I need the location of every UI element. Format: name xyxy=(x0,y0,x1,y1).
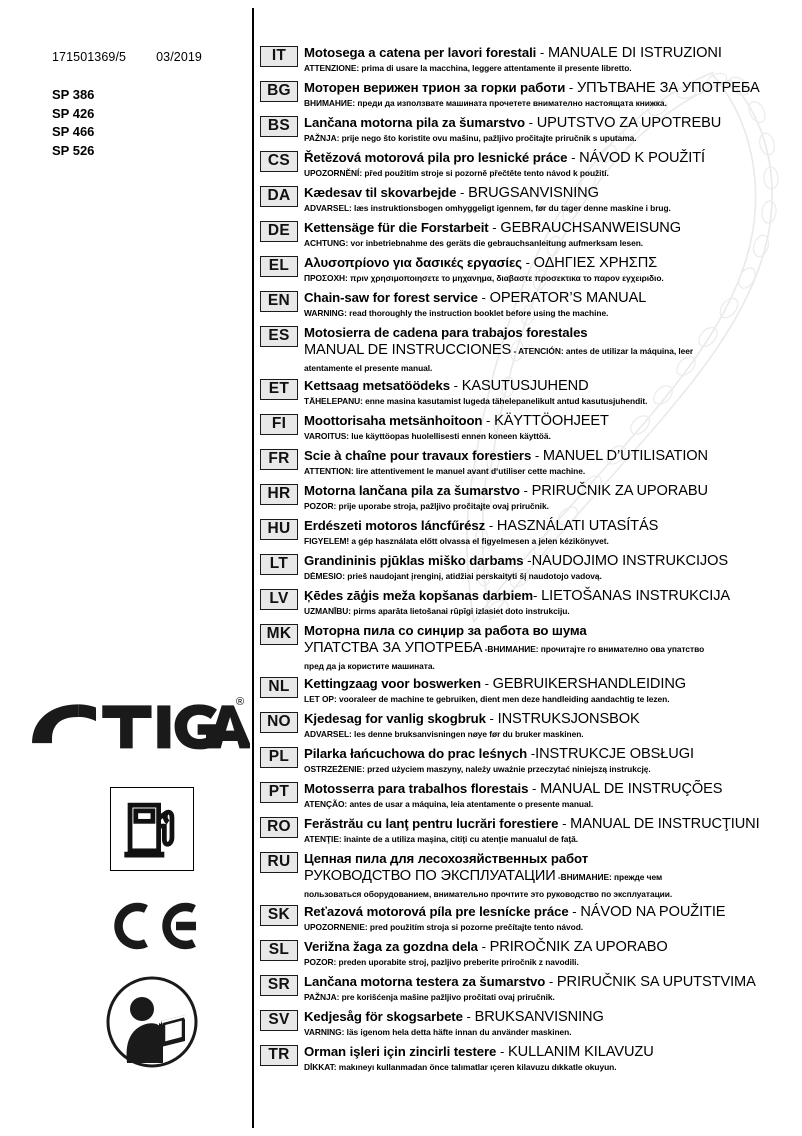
language-row xyxy=(260,289,796,324)
warning-text: ATENŢIE: înainte de a utiliza maşina, citiţi cu atenţie manualul de faţă. xyxy=(304,834,579,844)
language-code-badge[interactable]: PT xyxy=(260,782,298,803)
language-row xyxy=(260,903,796,938)
warning-text: ΠΡΟΣΟΧΗ: πριν χρησιμοποιησετε το μηχανημα, διαβαστε προσεκτικα το παρον εγχειριδιο. xyxy=(304,273,664,283)
title-separator: - xyxy=(488,220,501,235)
language-code-badge[interactable]: SV xyxy=(260,1010,298,1031)
language-code-badge[interactable]: EN xyxy=(260,291,298,312)
language-row xyxy=(260,412,796,447)
warning-text: ATTENTION: lire attentivement le manuel avant d‘utiliser cette machine. xyxy=(304,466,586,476)
language-code-badge[interactable]: NO xyxy=(260,712,298,733)
title-separator: - xyxy=(485,711,498,726)
warning-text: UPOZORNĚNÍ: před použitím stroje si pozorně přečtěte tento návod k použití. xyxy=(304,168,609,178)
language-row xyxy=(260,482,796,517)
title-separator: - xyxy=(568,904,581,919)
warning-text: ATTENZIONE: prima di usare la macchina, leggere attentamente il presente libretto. xyxy=(304,63,632,73)
title-separator: - xyxy=(527,746,536,761)
warning-text: PAŽNJA: pre korišćenja mašine pažljivo pročitati ovaj priručnik. xyxy=(304,992,555,1002)
manual-label: KÄYTTÖOHJEET xyxy=(494,413,609,429)
warning-text: ACHTUNG: vor inbetriebnahme des geräts die gebrauchsanleitung aufmerksam lesen. xyxy=(304,238,644,248)
title-separator: - xyxy=(519,483,532,498)
language-title xyxy=(304,815,796,833)
model-item: SP 386 xyxy=(52,87,95,102)
product-name: Grandininis pjūklas miško darbams xyxy=(304,553,524,568)
warning-text-inline: -ВНИМАНИЕ: прочитајте го внимателно ова упатство xyxy=(482,644,705,654)
product-name: Moottorisaha metsänhoitoon xyxy=(304,413,483,428)
language-title xyxy=(304,1008,796,1026)
document-date: 03/2019 xyxy=(156,50,202,64)
language-title xyxy=(304,149,796,167)
language-code-badge[interactable]: ET xyxy=(260,379,298,400)
language-code-badge[interactable]: IT xyxy=(260,46,298,67)
product-name: Motorna lančana pila za šumarstvo xyxy=(304,483,520,498)
language-row xyxy=(260,114,796,149)
title-separator: - xyxy=(528,781,541,796)
language-code-badge[interactable]: NL xyxy=(260,677,298,698)
manual-label: OPERATOR’S MANUAL xyxy=(489,290,647,306)
language-title xyxy=(304,1043,796,1061)
language-code-badge[interactable]: EL xyxy=(260,256,298,277)
column-divider xyxy=(252,8,254,1128)
language-code-badge[interactable]: RO xyxy=(260,817,298,838)
title-separator: - xyxy=(480,676,493,691)
language-title xyxy=(304,517,796,535)
manual-label: MANUAL DE INSTRUÇÕES xyxy=(540,781,723,797)
language-row xyxy=(260,780,796,815)
manual-label: INSTRUKCJE OBSŁUGI xyxy=(535,746,694,762)
manual-label: PRIROČNIK ZA UPORABO xyxy=(489,939,668,955)
language-code-badge[interactable]: PL xyxy=(260,747,298,768)
product-name: Orman işleri için zincirli testere xyxy=(304,1044,497,1059)
fuel-pump-icon-box xyxy=(110,787,194,871)
product-name: Ferăstrău cu lanţ pentru lucrări forestiere xyxy=(304,816,559,831)
language-title xyxy=(304,412,796,430)
language-code-badge[interactable]: SK xyxy=(260,905,298,926)
language-row xyxy=(260,149,796,184)
warning-text: TÄHELEPANU: enne masina kasutamist lugeda tähelepanelikult antud kasutusjuhendit. xyxy=(304,396,648,406)
product-name: Kettensäge für die Forstarbeit xyxy=(304,220,489,235)
manual-label: BRUKSANVISNING xyxy=(474,1009,604,1025)
language-row xyxy=(260,815,796,850)
warning-text: WARNING: read thoroughly the instruction booklet before using the machine. xyxy=(304,308,609,318)
language-title xyxy=(304,289,796,307)
language-row xyxy=(260,447,796,482)
language-title xyxy=(304,447,796,465)
language-row xyxy=(260,184,796,219)
language-row xyxy=(260,377,796,412)
warning-text: POZOR: prije uporabe stroja, pažljivo pročitajte ovaj priručnik. xyxy=(304,501,549,511)
language-title xyxy=(304,219,796,237)
language-row xyxy=(260,938,796,973)
language-title xyxy=(304,44,796,62)
product-name: Kjedesag for vanlig skogbruk xyxy=(304,711,486,726)
language-title xyxy=(304,780,796,798)
warning-text: UPOZORNENIE: pred použitím stroja si pozorne prečítajte tento návod. xyxy=(304,922,584,932)
warning-text: POZOR: preden uporabite stroj, pazljivo preberite priročnik z navodili. xyxy=(304,957,579,967)
manual-label: MANUEL D’UTILISATION xyxy=(542,448,708,464)
language-row xyxy=(260,324,796,377)
language-row xyxy=(260,710,796,745)
manual-label: HASZNÁLATI UTASÍTÁS xyxy=(496,518,659,534)
language-code-badge[interactable]: ES xyxy=(260,326,298,347)
manual-label: BRUGSANVISNING xyxy=(468,185,599,201)
language-title xyxy=(304,184,796,202)
language-title xyxy=(304,938,796,956)
title-separator: - xyxy=(533,588,542,603)
product-name: Lančana motorna testera za šumarstvo xyxy=(304,974,546,989)
language-row xyxy=(260,44,796,79)
language-row xyxy=(260,622,796,675)
product-name: Erdészeti motoros láncfűrész xyxy=(304,518,486,533)
title-separator: - xyxy=(565,80,577,95)
language-code-badge[interactable]: BS xyxy=(260,116,298,137)
warning-text-inline: - ATENCIÓN: antes de utilizar la máquina, leer xyxy=(511,346,694,356)
language-row xyxy=(260,587,796,622)
registered-trademark-icon: ® xyxy=(236,696,245,708)
language-title: Моторна пила со синџир за работа во шума xyxy=(304,623,587,638)
title-separator: - xyxy=(477,290,490,305)
language-row xyxy=(260,850,796,903)
language-title xyxy=(304,675,796,693)
warning-text: DĖMESIO: prieš naudojant įrenginį, atidžiai perskaityti šį naudotojo vadovą. xyxy=(304,571,602,581)
language-row xyxy=(260,1008,796,1043)
document-code: 171501369/5 xyxy=(52,50,127,64)
manual-line xyxy=(304,639,796,659)
warning-text: OSTRZEŻENIE: przed użyciem maszyny, należy uważnie przeczytać niniejszą instrukcję. xyxy=(304,764,651,774)
stiga-logo xyxy=(30,700,250,760)
read-manual-icon xyxy=(105,975,199,1069)
warning-text-continued: пользоваться оборудованием, внимательно прочтите это руководство по эксплуатации. xyxy=(304,889,673,899)
warning-text: ATENÇÃO: antes de usar a máquina, leia atentamente o presente manual. xyxy=(304,799,594,809)
model-item: SP 526 xyxy=(52,142,95,158)
product-name: Kettsaag metsatöödeks xyxy=(304,378,450,393)
manual-label: MANUALE DI ISTRUZIONI xyxy=(547,45,722,61)
product-name: Motosega a catena per lavori forestali xyxy=(304,45,537,60)
product-name: Reťazová motorová píla pre lesnícke práce xyxy=(304,904,569,919)
language-title xyxy=(304,903,796,921)
manual-label: INSTRUKSJONSBOK xyxy=(497,711,640,727)
language-code-badge[interactable]: DE xyxy=(260,221,298,242)
language-code-badge[interactable]: TR xyxy=(260,1045,298,1066)
title-separator: - xyxy=(521,255,534,270)
title-separator: - xyxy=(536,45,548,60)
product-name: Řetězová motorová pila pro lesnické práce xyxy=(304,150,568,165)
warning-text: ВНИМАНИЕ: преди да използвате машината прочетете внимателно настоящата книжка. xyxy=(304,98,667,108)
language-code-badge[interactable]: BG xyxy=(260,81,298,102)
language-code-badge[interactable]: SR xyxy=(260,975,298,996)
model-list xyxy=(52,86,94,160)
language-code-badge[interactable]: CS xyxy=(260,151,298,172)
language-title xyxy=(304,482,796,500)
language-row xyxy=(260,675,796,710)
manual-label: MANUAL DE INSTRUCCIONES xyxy=(304,342,512,358)
title-separator: - xyxy=(449,378,462,393)
product-name: Kedjesåg för skogsarbete xyxy=(304,1009,463,1024)
title-separator: - xyxy=(524,115,537,130)
language-code-badge[interactable]: FI xyxy=(260,414,298,435)
product-name: Scie à chaîne pour travaux forestiers xyxy=(304,448,532,463)
language-code-badge[interactable]: HU xyxy=(260,519,298,540)
manual-label: GEBRUIKERSHANDLEIDING xyxy=(492,676,687,692)
language-row xyxy=(260,973,796,1008)
language-row xyxy=(260,745,796,780)
warning-text-continued: atentamente el presente manual. xyxy=(304,363,433,373)
language-title: Motosierra de cadena para trabajos forestales xyxy=(304,325,588,340)
language-code-badge[interactable]: FR xyxy=(260,449,298,470)
product-name: Ķēdes zāģis meža kopšanas darbiem xyxy=(304,588,534,603)
language-title xyxy=(304,114,796,132)
title-separator: - xyxy=(567,150,580,165)
warning-text-continued: пред да ја користите машината. xyxy=(304,661,435,671)
language-title xyxy=(304,973,796,991)
warning-text: VAROITUS: lue käyttöopas huolellisesti ennen koneen käyttöä. xyxy=(304,431,551,441)
language-title xyxy=(304,377,796,395)
language-list xyxy=(260,44,796,1078)
manual-label: NÁVOD K POUŽITÍ xyxy=(579,150,705,166)
warning-text-inline: -ВНИМАНИЕ: прежде чем xyxy=(555,872,663,882)
title-separator: - xyxy=(496,1044,509,1059)
manual-label: KULLANIM KILAVUZU xyxy=(508,1044,654,1060)
product-name: Моторен верижен трион за горки работи xyxy=(304,80,566,95)
title-separator: - xyxy=(482,413,495,428)
warning-text: UZMANĪBU: pirms aparāta lietošanai rūpīgi izlasiet doto instrukciju. xyxy=(304,606,570,616)
product-name: Kettingzaag voor boswerken xyxy=(304,676,481,691)
language-code-badge[interactable]: HR xyxy=(260,484,298,505)
language-row xyxy=(260,1043,796,1078)
language-code-badge[interactable]: DA xyxy=(260,186,298,207)
language-code-badge[interactable]: LT xyxy=(260,554,298,575)
language-title xyxy=(304,254,796,272)
product-name: Verižna žaga za gozdna dela xyxy=(304,939,478,954)
manual-line xyxy=(304,867,796,887)
manual-label: УПЪТВАНЕ ЗА УПОТРЕБА xyxy=(577,80,760,96)
manual-line xyxy=(304,341,796,361)
warning-text: DİKKAT: makıneyı kullanmadan önce talımatlar ıçeren kilavuzu dıkkatle okuyun. xyxy=(304,1062,617,1072)
product-name: Chain-saw for forest service xyxy=(304,290,478,305)
language-row xyxy=(260,517,796,552)
title-separator: - xyxy=(456,185,469,200)
left-column xyxy=(0,0,252,1136)
product-name: Pilarka łańcuchowa do prac leśnych xyxy=(304,746,528,761)
language-code-badge[interactable]: RU xyxy=(260,852,298,873)
warning-text: ADVARSEL: les denne bruksanvisningen nøye før du bruker maskinen. xyxy=(304,729,584,739)
ce-mark-icon xyxy=(110,900,200,952)
language-code-badge[interactable]: MK xyxy=(260,624,298,645)
language-title: Цепная пила для лесохозяйственных работ xyxy=(304,851,589,866)
product-name: Αλυσοπρίονο για δασικές εργασίες xyxy=(304,255,522,270)
title-separator: - xyxy=(485,518,497,533)
title-separator: - xyxy=(545,974,557,989)
manual-label: NAUDOJIMO INSTRUKCIJOS xyxy=(531,553,729,569)
language-code-badge[interactable]: SL xyxy=(260,940,298,961)
manual-label: UPUTSTVO ZA UPOTREBU xyxy=(536,115,722,131)
warning-text: VARNING: läs igenom hela detta häfte innan du använder maskinen. xyxy=(304,1027,572,1037)
language-row xyxy=(260,254,796,289)
title-separator: - xyxy=(523,553,532,568)
manual-label: KASUTUSJUHEND xyxy=(461,378,589,394)
model-item: SP 426 xyxy=(52,105,95,121)
model-item: SP 466 xyxy=(52,124,95,139)
product-name: Lančana motorna pila za šumarstvo xyxy=(304,115,525,130)
manual-label: PRIRUČNIK ZA UPORABU xyxy=(531,483,708,499)
warning-text: LET OP: vooraleer de machine te gebruiken, dient men deze handleiding aandachtig te lezen. xyxy=(304,694,670,704)
manual-label: ΟΔΗΓΙΕΣ ΧΡΗΣΠΣ xyxy=(533,255,658,271)
manual-label: УПАТСТВА ЗА УПОТРЕБА xyxy=(304,640,483,656)
language-code-badge[interactable]: LV xyxy=(260,589,298,610)
language-row xyxy=(260,552,796,587)
language-title xyxy=(304,79,796,97)
language-title xyxy=(304,552,796,570)
language-title xyxy=(304,710,796,728)
manual-label: РУКОВОДСТВО ПО ЭКСПЛУАТАЦИИ xyxy=(304,868,556,884)
language-title xyxy=(304,745,796,763)
product-name: Kædesav til skovarbejde xyxy=(304,185,457,200)
title-separator: - xyxy=(558,816,571,831)
document-code-row xyxy=(52,50,202,64)
product-name: Motosserra para trabalhos florestais xyxy=(304,781,529,796)
warning-text: ADVARSEL: læs instruktionsbogen omhyggeligt igennem, før du tager denne maskine i brug. xyxy=(304,203,671,213)
title-separator: - xyxy=(462,1009,475,1024)
manual-label: PRIRUČNIK SA UPUTSTVIMA xyxy=(556,974,756,990)
manual-label: LIETOŠANAS INSTRUKCIJA xyxy=(541,588,731,604)
manual-label: GEBRAUCHSANWEISUNG xyxy=(500,220,681,236)
warning-text: FIGYELEM! a gép használata előtt olvassa el figyelmesen a jelen kézikönyvet. xyxy=(304,536,609,546)
language-row xyxy=(260,79,796,114)
language-row xyxy=(260,219,796,254)
manual-label: MANUAL DE INSTRUCŢIUNI xyxy=(570,816,760,832)
language-title xyxy=(304,587,796,605)
manual-label: NÁVOD NA POUŽITIE xyxy=(580,904,726,920)
title-separator: - xyxy=(477,939,490,954)
warning-text: PAŽNJA: prije nego što koristite ovu mašinu, pažljivo pročitajte priručnik s uputama. xyxy=(304,133,637,143)
title-separator: - xyxy=(531,448,543,463)
